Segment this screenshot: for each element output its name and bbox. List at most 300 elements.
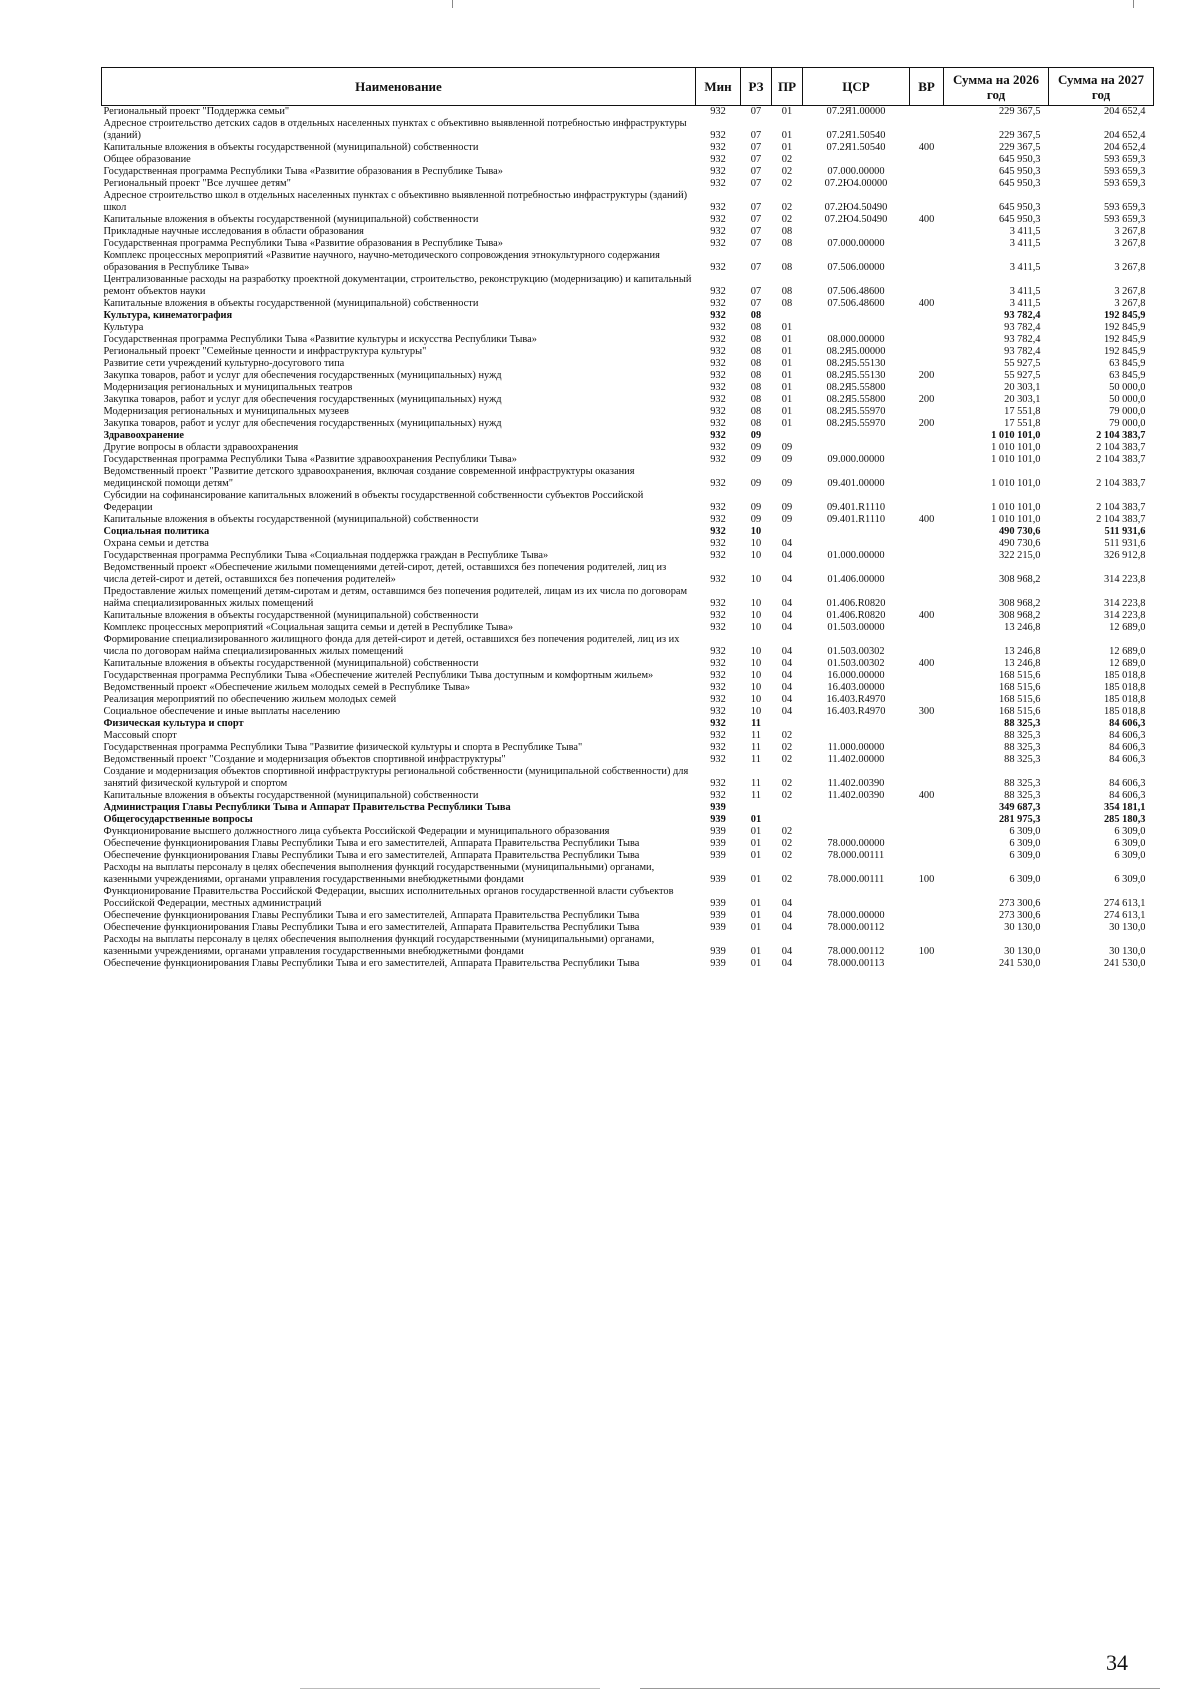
table-row [102,538,1154,550]
table-row [102,838,1154,850]
col-header-pr: ПР [772,68,803,106]
row-name: Другие вопросы в области здравоохранения [103,442,299,453]
row-min: 932 [710,178,726,189]
row-pr [772,802,803,814]
row-rz: 11 [751,718,761,729]
row-csr [803,538,910,550]
row-sum-2027: 6 309,0 [1114,874,1146,885]
table-row [102,562,1154,586]
row-sum-2027: 6 309,0 [1114,838,1146,849]
row-name: Функционирование Правительства Российской Федерации, высших исполнительных органов государственной власти субъектов Российской Федерации, местных администраций [103,886,674,909]
row-pr: 01 [781,142,793,153]
row-csr: 07.2Ю4.00000 [824,178,888,189]
scan-edge-mark [452,0,453,8]
row-sum-2026: 3 411,5 [1009,286,1041,297]
row-csr: 16.403.R4970 [826,694,886,705]
table-row [102,334,1154,346]
row-pr: 02 [781,754,793,765]
row-csr: 08.2Я5.55130 [826,370,886,381]
row-sum-2026: 645 950,3 [998,178,1041,189]
row-name: Обеспечение функционирования Главы Республики Тыва и его заместителей, Аппарата Правительства Республики Тыва [103,958,640,969]
row-name: Модернизация региональных и муниципальных музеев [103,406,349,417]
row-csr: 09.401.R1110 [826,514,886,525]
row-csr: 78.000.00111 [827,850,885,861]
row-sum-2026: 308 968,2 [998,610,1041,621]
row-sum-2027: 84 606,3 [1109,730,1146,741]
row-sum-2027: 3 267,8 [1114,226,1146,237]
table-row [102,406,1154,418]
row-pr: 01 [781,106,793,117]
row-name: Обеспечение функционирования Главы Республики Тыва и его заместителей, Аппарата Правительства Республики Тыва [103,922,640,933]
row-min: 939 [710,826,726,837]
row-csr: 01.406.R0820 [826,610,886,621]
row-pr: 01 [781,370,793,381]
row-sum-2026: 93 782,4 [1004,310,1041,321]
row-sum-2026: 281 975,3 [998,814,1041,825]
row-name: Капитальные вложения в объекты государственной (муниципальной) собственности [103,298,479,309]
row-min: 939 [710,850,726,861]
row-name: Капитальные вложения в объекты государственной (муниципальной) собственности [103,514,479,525]
row-vr: 400 [918,610,935,621]
row-name: Охрана семьи и детства [103,538,209,549]
table-row [102,370,1154,382]
row-sum-2027: 50 000,0 [1109,394,1146,405]
row-min: 932 [710,682,726,693]
row-name: Общее образование [103,154,191,165]
table-row [102,490,1154,514]
row-sum-2027: 84 606,3 [1109,754,1146,765]
row-vr [910,838,944,850]
row-vr [910,310,944,322]
row-sum-2027: 314 223,8 [1103,598,1146,609]
row-min: 932 [710,502,726,513]
row-rz: 07 [750,166,762,177]
table-row [102,730,1154,742]
row-vr: 400 [918,514,935,525]
row-vr [910,550,944,562]
row-pr: 02 [781,202,793,213]
row-sum-2027: 511 931,6 [1104,526,1146,537]
row-min: 932 [710,310,726,321]
row-rz: 07 [750,154,762,165]
row-pr: 02 [781,166,793,177]
row-sum-2027: 84 606,3 [1109,790,1146,801]
row-sum-2026: 6 309,0 [1009,826,1041,837]
row-sum-2027: 192 845,9 [1103,310,1146,321]
row-sum-2026: 349 687,3 [998,802,1041,813]
row-sum-2026: 30 130,0 [1004,946,1041,957]
row-name: Централизованные расходы на разработку проектной документации, строительство, реконструкцию (модернизацию) и капитальный ремонт объектов науки [103,274,692,297]
row-rz: 07 [750,298,762,309]
row-vr [910,802,944,814]
table-row [102,694,1154,706]
row-min: 939 [710,802,726,813]
row-sum-2027: 2 104 383,7 [1096,454,1146,465]
row-min: 932 [710,394,726,405]
table-row [102,790,1154,802]
row-rz: 07 [750,178,762,189]
row-min: 932 [710,478,726,489]
row-sum-2027: 274 613,1 [1103,910,1146,921]
row-name: Ведомственный проект "Создание и модернизация объектов спортивной инфраструктуры" [103,754,506,765]
table-row [102,418,1154,430]
row-sum-2026: 88 325,3 [1004,718,1041,729]
row-min: 932 [710,550,726,561]
row-min: 939 [710,910,726,921]
row-min: 932 [710,658,726,669]
row-sum-2026: 30 130,0 [1004,922,1041,933]
row-min: 932 [710,718,726,729]
page-number: 34 [1106,1650,1128,1675]
row-rz: 07 [750,226,762,237]
row-sum-2026: 93 782,4 [1004,334,1041,345]
row-sum-2026: 88 325,3 [1004,742,1041,753]
row-name: Администрация Главы Республики Тыва и Аппарат Правительства Республики Тыва [103,802,511,813]
row-vr [910,466,944,490]
row-csr: 08.2Я5.00000 [826,346,886,357]
row-name: Прикладные научные исследования в области образования [103,226,364,237]
row-csr: 01.000.00000 [827,550,885,561]
row-sum-2026: 322 215,0 [998,550,1041,561]
row-pr: 09 [781,514,793,525]
row-min: 932 [710,754,726,765]
row-vr [910,682,944,694]
row-sum-2027: 6 309,0 [1114,850,1146,861]
row-min: 932 [710,610,726,621]
row-name: Государственная программа Республики Тыва «Развитие культуры и искусства Республики Тыва» [103,334,537,345]
row-sum-2026: 308 968,2 [998,574,1041,585]
row-pr: 04 [781,574,793,585]
row-min: 932 [710,454,726,465]
row-sum-2027: 185 018,8 [1103,670,1146,681]
row-csr: 78.000.00111 [827,874,885,885]
row-name: Социальная политика [103,526,210,537]
table-row [102,826,1154,838]
row-name: Капитальные вложения в объекты государственной (муниципальной) собственности [103,790,479,801]
row-sum-2026: 1 010 101,0 [991,502,1041,513]
row-pr: 08 [781,298,793,309]
row-sum-2027: 2 104 383,7 [1096,514,1146,525]
row-csr: 01.503.00302 [827,646,885,657]
row-sum-2026: 88 325,3 [1004,790,1041,801]
budget-table [101,67,1154,970]
row-sum-2026: 1 010 101,0 [991,430,1041,441]
table-row [102,670,1154,682]
row-vr [910,190,944,214]
row-pr: 04 [781,898,793,909]
row-vr [910,562,944,586]
row-vr: 400 [918,790,935,801]
row-pr: 04 [781,694,793,705]
row-name: Физическая культура и спорт [103,718,244,729]
row-rz: 10 [750,694,762,705]
row-vr [910,346,944,358]
row-rz: 10 [750,682,762,693]
row-rz: 07 [750,286,762,297]
row-csr [803,814,910,826]
row-sum-2027: 2 104 383,7 [1096,442,1146,453]
row-pr: 04 [781,706,793,717]
table-row [102,922,1154,934]
row-min: 932 [710,574,726,585]
row-vr [910,850,944,862]
row-sum-2027: 3 267,8 [1114,238,1146,249]
row-min: 932 [710,370,726,381]
row-csr: 07.2Я1.50540 [826,130,886,141]
row-vr [910,118,944,142]
row-csr [803,442,910,454]
row-csr: 07.2Ю4.50490 [824,202,888,213]
row-pr: 08 [781,286,793,297]
row-csr [803,826,910,838]
table-header [102,68,1154,106]
row-name: Реализация мероприятий по обеспечению жильем молодых семей [103,694,397,705]
row-rz: 01 [750,850,762,861]
row-sum-2026: 1 010 101,0 [991,514,1041,525]
row-vr [910,250,944,274]
row-sum-2027: 192 845,9 [1103,334,1146,345]
row-min: 932 [710,598,726,609]
row-sum-2027: 63 845,9 [1109,370,1146,381]
row-vr [910,382,944,394]
row-sum-2027: 185 018,8 [1103,706,1146,717]
row-sum-2027: 6 309,0 [1114,826,1146,837]
row-vr [910,358,944,370]
row-rz: 10 [750,526,762,537]
row-sum-2026: 17 551,8 [1004,418,1041,429]
row-sum-2026: 1 010 101,0 [991,454,1041,465]
row-sum-2027: 84 606,3 [1109,742,1146,753]
row-sum-2027: 326 912,8 [1103,550,1146,561]
row-pr: 02 [781,790,793,801]
row-rz: 07 [750,238,762,249]
table-row [102,886,1154,910]
row-rz: 01 [750,838,762,849]
row-sum-2026: 645 950,3 [998,166,1041,177]
row-sum-2026: 3 411,5 [1009,238,1041,249]
row-vr [910,526,944,538]
row-min: 932 [710,622,726,633]
row-sum-2027: 593 659,3 [1103,154,1146,165]
row-pr: 01 [781,406,793,417]
table-row [102,322,1154,334]
table-row [102,238,1154,250]
row-sum-2026: 93 782,4 [1004,346,1041,357]
row-csr: 16.403.R4970 [826,706,886,717]
col-header-sum-2026: Сумма на 2026 год [944,68,1049,106]
row-min: 932 [710,694,726,705]
row-rz [741,802,772,814]
row-rz: 10 [750,646,762,657]
row-pr: 01 [781,382,793,393]
row-min: 939 [710,946,726,957]
row-vr [910,622,944,634]
row-rz: 07 [750,202,762,213]
row-min: 932 [710,742,726,753]
row-sum-2026: 13 246,8 [1004,658,1041,669]
col-header-name: Наименование [102,68,696,106]
row-sum-2027: 274 613,1 [1103,898,1146,909]
row-rz: 11 [750,742,761,753]
row-sum-2027: 204 652,4 [1103,142,1146,153]
row-vr [910,490,944,514]
row-min: 932 [710,730,726,741]
row-rz: 09 [750,502,762,513]
row-rz: 08 [750,418,762,429]
row-sum-2027: 185 018,8 [1103,694,1146,705]
row-rz: 07 [750,106,762,117]
row-csr [803,526,910,538]
row-sum-2026: 3 411,5 [1009,226,1041,237]
row-sum-2027: 30 130,0 [1109,922,1146,933]
row-rz: 01 [750,898,762,909]
row-vr [910,910,944,922]
row-min: 932 [710,334,726,345]
table-row [102,742,1154,754]
row-name: Обеспечение функционирования Главы Республики Тыва и его заместителей, Аппарата Правительства Республики Тыва [103,910,640,921]
row-sum-2027: 2 104 383,7 [1096,478,1146,489]
row-vr [910,166,944,178]
row-vr: 200 [918,418,935,429]
row-rz: 10 [750,610,762,621]
row-min: 932 [710,286,726,297]
row-name: Социальное обеспечение и иные выплаты населению [103,706,341,717]
table-row [102,610,1154,622]
row-csr: 78.000.00112 [827,946,885,957]
row-csr [803,430,910,442]
row-sum-2027: 185 018,8 [1103,682,1146,693]
row-name: Капитальные вложения в объекты государственной (муниципальной) собственности [103,142,479,153]
table-row [102,814,1154,826]
row-rz: 07 [750,262,762,273]
row-name: Государственная программа Республики Тыва «Развитие образования в Республике Тыва» [103,166,503,177]
row-pr: 02 [781,838,793,849]
row-vr [910,106,944,119]
table-row [102,250,1154,274]
row-vr [910,718,944,730]
row-sum-2027: 12 689,0 [1109,646,1146,657]
row-csr: 08.2Я5.55800 [826,382,886,393]
row-pr [772,814,803,826]
row-vr [910,886,944,910]
row-vr [910,730,944,742]
table-row [102,226,1154,238]
row-pr: 01 [781,130,793,141]
row-min: 932 [710,514,726,525]
row-min: 932 [710,778,726,789]
row-sum-2027: 192 845,9 [1103,322,1146,333]
table-row [102,430,1154,442]
row-name: Комплекс процессных мероприятий «Социальная защита семьи и детей в Республике Тыва» [103,622,514,633]
row-sum-2027: 354 181,1 [1103,802,1146,813]
table-row [102,214,1154,226]
table-row [102,634,1154,658]
row-vr [910,538,944,550]
row-min: 932 [710,646,726,657]
table-row [102,934,1154,958]
row-pr: 09 [781,478,793,489]
row-sum-2026: 88 325,3 [1004,778,1041,789]
table-row [102,526,1154,538]
row-rz: 09 [750,442,762,453]
table-row [102,454,1154,466]
row-sum-2026: 273 300,6 [998,898,1041,909]
row-csr: 16.403.00000 [827,682,885,693]
row-sum-2027: 3 267,8 [1114,286,1146,297]
row-sum-2026: 229 367,5 [998,142,1041,153]
row-vr [910,694,944,706]
table-row [102,442,1154,454]
table-row [102,550,1154,562]
row-sum-2026: 490 730,6 [998,526,1041,537]
row-min: 932 [710,382,726,393]
table-row [102,106,1154,119]
row-min: 932 [710,154,726,165]
row-name: Региональный проект "Поддержка семьи" [103,106,290,117]
row-pr: 02 [781,154,793,165]
row-name: Адресное строительство школ в отдельных населенных пунктах с объективно выявленной потребностью инфраструктуры (зданий) школ [103,190,688,213]
row-csr: 08.000.00000 [827,334,885,345]
row-pr: 08 [781,262,793,273]
row-sum-2027: 511 931,6 [1104,538,1146,549]
row-rz: 08 [750,382,762,393]
row-pr: 01 [781,418,793,429]
row-csr: 08.2Я5.55970 [826,406,886,417]
row-name: Расходы на выплаты персоналу в целях обеспечения выполнения функций государственными (муниципальными) органами, казенными учреждениями, органами управления государственными внебюджетными фондами [103,934,655,957]
row-vr [910,238,944,250]
row-sum-2026: 273 300,6 [998,910,1041,921]
row-name: Государственная программа Республики Тыва «Развитие образования в Республике Тыва» [103,238,503,249]
row-vr [910,826,944,838]
row-name: Капитальные вложения в объекты государственной (муниципальной) собственности [103,610,479,621]
table-row [102,682,1154,694]
row-pr: 04 [781,622,793,633]
row-rz: 01 [750,922,762,933]
row-rz: 01 [750,946,762,957]
row-vr [910,406,944,418]
row-sum-2026: 20 303,1 [1004,382,1041,393]
row-sum-2026: 13 246,8 [1004,622,1041,633]
row-sum-2027: 3 267,8 [1114,262,1146,273]
row-csr [803,802,910,814]
row-min: 932 [710,214,726,225]
row-rz: 11 [750,754,761,765]
row-pr: 04 [781,598,793,609]
row-vr [910,226,944,238]
row-sum-2026: 88 325,3 [1004,754,1041,765]
row-min: 932 [710,166,726,177]
row-sum-2026: 6 309,0 [1009,874,1041,885]
table-row [102,298,1154,310]
row-name: Здравоохранение [103,430,184,441]
row-name: Обеспечение функционирования Главы Республики Тыва и его заместителей, Аппарата Правительства Республики Тыва [103,850,640,861]
col-header-rz: РЗ [741,68,772,106]
table-row [102,622,1154,634]
row-csr: 07.506.48600 [827,298,885,309]
row-sum-2026: 1 010 101,0 [991,442,1041,453]
row-pr: 04 [781,658,793,669]
table-row [102,802,1154,814]
table-row [102,466,1154,490]
row-sum-2026: 241 530,0 [998,958,1041,969]
row-sum-2026: 168 515,6 [998,682,1041,693]
row-pr: 09 [781,442,793,453]
row-sum-2027: 12 689,0 [1109,622,1146,633]
row-min: 939 [710,814,726,825]
table-row [102,514,1154,526]
row-min: 932 [710,790,726,801]
row-rz: 10 [750,598,762,609]
